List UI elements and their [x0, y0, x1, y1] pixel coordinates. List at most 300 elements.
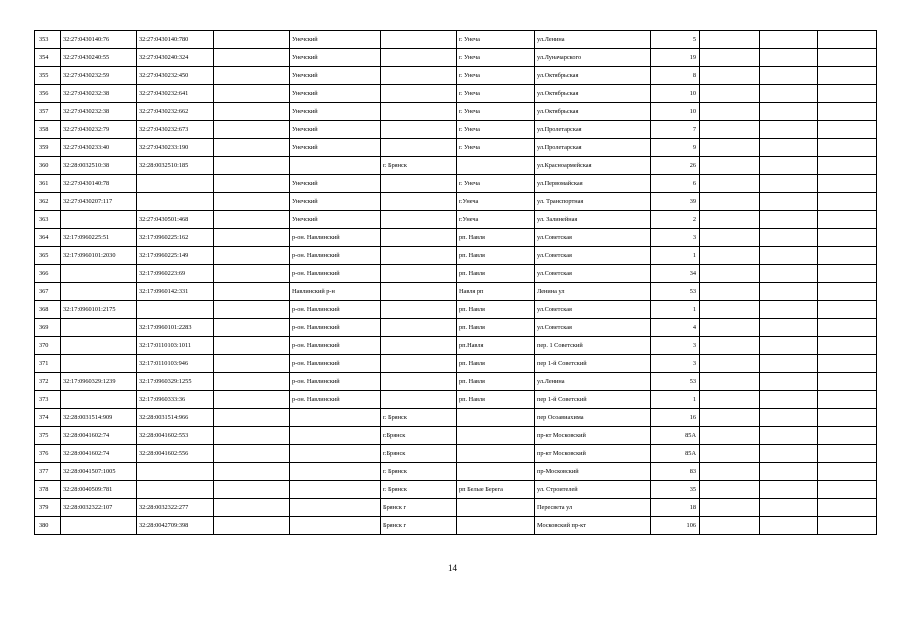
- house-number-cell: 18: [651, 499, 700, 517]
- house-number-cell: 3: [651, 337, 700, 355]
- row-number-cell: 370: [35, 337, 61, 355]
- cadastral-number-land-cell: 32:17:0960329:1239: [61, 373, 137, 391]
- extra-column-3-cell: [818, 427, 877, 445]
- street-cell: пер Осоавиахима: [535, 409, 651, 427]
- cadastral-number-building-cell: 32:27:0430232:450: [137, 67, 214, 85]
- blank-column-cell: [214, 121, 290, 139]
- cadastral-number-land-cell: [61, 391, 137, 409]
- cadastral-number-land-cell: 32:28:0041602:74: [61, 427, 137, 445]
- row-number-cell: 369: [35, 319, 61, 337]
- extra-column-2-cell: [760, 499, 818, 517]
- extra-column-3-cell: [818, 121, 877, 139]
- settlement-cell: г. Унеча: [457, 103, 535, 121]
- blank-column-cell: [214, 229, 290, 247]
- table-row: [35, 373, 877, 391]
- street-cell: ул.Первомайская: [535, 175, 651, 193]
- cadastral-number-building-cell: 32:28:0041602:553: [137, 427, 214, 445]
- blank-column-cell: [214, 247, 290, 265]
- house-number-cell: 5: [651, 31, 700, 49]
- cadastral-number-land-cell: 32:17:0960225:51: [61, 229, 137, 247]
- blank-column-cell: [214, 139, 290, 157]
- street-cell: ул.Ленина: [535, 373, 651, 391]
- extra-column-3-cell: [818, 211, 877, 229]
- city-cell: [381, 49, 457, 67]
- extra-column-1-cell: [700, 283, 760, 301]
- table-row: [35, 355, 877, 373]
- cadastral-number-land-cell: [61, 265, 137, 283]
- cadastral-number-building-cell: 32:27:0430232:641: [137, 85, 214, 103]
- extra-column-3-cell: [818, 139, 877, 157]
- cadastral-number-land-cell: 32:28:0040509:781: [61, 481, 137, 499]
- extra-column-3-cell: [818, 355, 877, 373]
- row-number-cell: 362: [35, 193, 61, 211]
- cadastral-number-land-cell: 32:17:0960101:2175: [61, 301, 137, 319]
- extra-column-2-cell: [760, 355, 818, 373]
- district-cell: [290, 157, 381, 175]
- row-number-cell: 365: [35, 247, 61, 265]
- row-number-cell: 379: [35, 499, 61, 517]
- cadastral-number-land-cell: [61, 355, 137, 373]
- district-cell: [290, 517, 381, 535]
- extra-column-3-cell: [818, 445, 877, 463]
- extra-column-3-cell: [818, 373, 877, 391]
- extra-column-2-cell: [760, 85, 818, 103]
- table-row: [35, 139, 877, 157]
- cadastral-number-building-cell: 32:27:0430233:190: [137, 139, 214, 157]
- settlement-cell: рп. Навля: [457, 301, 535, 319]
- house-number-cell: 1: [651, 301, 700, 319]
- city-cell: [381, 121, 457, 139]
- row-number-cell: 363: [35, 211, 61, 229]
- settlement-cell: рп. Навля: [457, 229, 535, 247]
- extra-column-3-cell: [818, 193, 877, 211]
- street-cell: ул. Залинейная: [535, 211, 651, 229]
- blank-column-cell: [214, 175, 290, 193]
- district-cell: р-он. Навлинский: [290, 337, 381, 355]
- extra-column-1-cell: [700, 193, 760, 211]
- cadastral-number-land-cell: 32:27:0430232:38: [61, 85, 137, 103]
- blank-column-cell: [214, 445, 290, 463]
- city-cell: [381, 211, 457, 229]
- house-number-cell: 34: [651, 265, 700, 283]
- blank-column-cell: [214, 517, 290, 535]
- blank-column-cell: [214, 193, 290, 211]
- cadastral-number-land-cell: 32:27:0430232:59: [61, 67, 137, 85]
- table-row: [35, 265, 877, 283]
- district-cell: [290, 499, 381, 517]
- extra-column-2-cell: [760, 391, 818, 409]
- city-cell: [381, 265, 457, 283]
- house-number-cell: 10: [651, 103, 700, 121]
- extra-column-3-cell: [818, 265, 877, 283]
- district-cell: Навлинский р-н: [290, 283, 381, 301]
- blank-column-cell: [214, 391, 290, 409]
- cadastral-number-land-cell: [61, 319, 137, 337]
- settlement-cell: [457, 409, 535, 427]
- district-cell: р-он. Навлинский: [290, 355, 381, 373]
- cadastral-number-building-cell: 32:28:0032510:185: [137, 157, 214, 175]
- table-row: [35, 283, 877, 301]
- street-cell: ул.Ленина: [535, 31, 651, 49]
- table-row: [35, 517, 877, 535]
- extra-column-2-cell: [760, 283, 818, 301]
- extra-column-2-cell: [760, 193, 818, 211]
- cadastral-number-building-cell: 32:28:0032322:277: [137, 499, 214, 517]
- table-row: [35, 229, 877, 247]
- house-number-cell: 7: [651, 121, 700, 139]
- house-number-cell: 9: [651, 139, 700, 157]
- extra-column-3-cell: [818, 67, 877, 85]
- row-number-cell: 359: [35, 139, 61, 157]
- extra-column-1-cell: [700, 337, 760, 355]
- cadastral-number-building-cell: [137, 193, 214, 211]
- street-cell: ул.Советская: [535, 247, 651, 265]
- extra-column-3-cell: [818, 229, 877, 247]
- house-number-cell: 53: [651, 373, 700, 391]
- city-cell: [381, 373, 457, 391]
- extra-column-2-cell: [760, 229, 818, 247]
- settlement-cell: рп Белые Берега: [457, 481, 535, 499]
- house-number-cell: 3: [651, 355, 700, 373]
- row-number-cell: 366: [35, 265, 61, 283]
- blank-column-cell: [214, 337, 290, 355]
- blank-column-cell: [214, 373, 290, 391]
- district-cell: Унечский: [290, 103, 381, 121]
- city-cell: [381, 247, 457, 265]
- row-number-cell: 371: [35, 355, 61, 373]
- extra-column-2-cell: [760, 175, 818, 193]
- cadastral-number-building-cell: 32:17:0960142:331: [137, 283, 214, 301]
- row-number-cell: 374: [35, 409, 61, 427]
- street-cell: ул.Советская: [535, 229, 651, 247]
- city-cell: [381, 67, 457, 85]
- street-cell: ул.Октябрьская: [535, 85, 651, 103]
- cadastral-number-building-cell: [137, 481, 214, 499]
- street-cell: пер. 1 Советский: [535, 337, 651, 355]
- blank-column-cell: [214, 427, 290, 445]
- house-number-cell: 1: [651, 391, 700, 409]
- extra-column-1-cell: [700, 211, 760, 229]
- street-cell: ул. Транспортная: [535, 193, 651, 211]
- cadastral-number-building-cell: [137, 463, 214, 481]
- city-cell: г. Брянск: [381, 409, 457, 427]
- extra-column-1-cell: [700, 409, 760, 427]
- settlement-cell: [457, 499, 535, 517]
- row-number-cell: 375: [35, 427, 61, 445]
- street-cell: ул.Луначарского: [535, 49, 651, 67]
- city-cell: [381, 301, 457, 319]
- settlement-cell: г. Унеча: [457, 31, 535, 49]
- settlement-cell: г.Унеча: [457, 211, 535, 229]
- settlement-cell: г. Унеча: [457, 175, 535, 193]
- row-number-cell: 354: [35, 49, 61, 67]
- city-cell: [381, 391, 457, 409]
- row-number-cell: 373: [35, 391, 61, 409]
- cadastral-number-land-cell: [61, 283, 137, 301]
- street-cell: Московский пр-кт: [535, 517, 651, 535]
- table-row: [35, 481, 877, 499]
- city-cell: г.Брянск: [381, 445, 457, 463]
- house-number-cell: 85А: [651, 445, 700, 463]
- district-cell: [290, 445, 381, 463]
- settlement-cell: рп. Навля: [457, 247, 535, 265]
- table-row: [35, 211, 877, 229]
- street-cell: ул.Пролетарская: [535, 139, 651, 157]
- table-row: [35, 157, 877, 175]
- district-cell: р-он. Навлинский: [290, 265, 381, 283]
- row-number-cell: 358: [35, 121, 61, 139]
- extra-column-3-cell: [818, 103, 877, 121]
- extra-column-2-cell: [760, 67, 818, 85]
- extra-column-2-cell: [760, 409, 818, 427]
- extra-column-1-cell: [700, 139, 760, 157]
- house-number-cell: 2: [651, 211, 700, 229]
- house-number-cell: 1: [651, 247, 700, 265]
- house-number-cell: 35: [651, 481, 700, 499]
- extra-column-2-cell: [760, 139, 818, 157]
- cadastral-number-building-cell: 32:17:0110103:946: [137, 355, 214, 373]
- extra-column-1-cell: [700, 247, 760, 265]
- cadastral-number-land-cell: 32:28:0032510:38: [61, 157, 137, 175]
- street-cell: ул.Советская: [535, 265, 651, 283]
- city-cell: [381, 283, 457, 301]
- house-number-cell: 83: [651, 463, 700, 481]
- cadastral-number-building-cell: 32:17:0110103:1011: [137, 337, 214, 355]
- extra-column-3-cell: [818, 499, 877, 517]
- settlement-cell: [457, 517, 535, 535]
- cadastral-number-land-cell: 32:17:0960101:2030: [61, 247, 137, 265]
- cadastral-number-building-cell: 32:27:0430501:468: [137, 211, 214, 229]
- extra-column-2-cell: [760, 319, 818, 337]
- extra-column-1-cell: [700, 499, 760, 517]
- city-cell: [381, 31, 457, 49]
- city-cell: Брянск г: [381, 499, 457, 517]
- blank-column-cell: [214, 319, 290, 337]
- city-cell: г. Брянск: [381, 463, 457, 481]
- city-cell: [381, 139, 457, 157]
- extra-column-2-cell: [760, 463, 818, 481]
- house-number-cell: 3: [651, 229, 700, 247]
- table-row: [35, 103, 877, 121]
- table-row: [35, 445, 877, 463]
- extra-column-1-cell: [700, 319, 760, 337]
- house-number-cell: 26: [651, 157, 700, 175]
- extra-column-1-cell: [700, 175, 760, 193]
- blank-column-cell: [214, 283, 290, 301]
- table-row: [35, 175, 877, 193]
- blank-column-cell: [214, 355, 290, 373]
- extra-column-1-cell: [700, 229, 760, 247]
- table-row: [35, 193, 877, 211]
- settlement-cell: рп.Навля: [457, 337, 535, 355]
- cadastral-number-land-cell: 32:28:0041602:74: [61, 445, 137, 463]
- blank-column-cell: [214, 301, 290, 319]
- extra-column-2-cell: [760, 337, 818, 355]
- street-cell: ул.Октябрьская: [535, 67, 651, 85]
- district-cell: Унечский: [290, 193, 381, 211]
- table-row: [35, 463, 877, 481]
- street-cell: Ленина ул: [535, 283, 651, 301]
- settlement-cell: рп. Навля: [457, 319, 535, 337]
- cadastral-number-land-cell: 32:27:0430140:78: [61, 175, 137, 193]
- street-cell: пер 1-й Советский: [535, 391, 651, 409]
- extra-column-3-cell: [818, 157, 877, 175]
- cadastral-number-building-cell: 32:17:0960101:2283: [137, 319, 214, 337]
- settlement-cell: рп. Навля: [457, 265, 535, 283]
- extra-column-1-cell: [700, 265, 760, 283]
- table-row: [35, 85, 877, 103]
- district-cell: р-он. Навлинский: [290, 319, 381, 337]
- city-cell: [381, 337, 457, 355]
- street-cell: пр-кт Московский: [535, 445, 651, 463]
- extra-column-3-cell: [818, 49, 877, 67]
- house-number-cell: 4: [651, 319, 700, 337]
- extra-column-2-cell: [760, 265, 818, 283]
- extra-column-2-cell: [760, 211, 818, 229]
- district-cell: р-он. Навлинский: [290, 373, 381, 391]
- cadastral-number-building-cell: 32:17:0960225:162: [137, 229, 214, 247]
- row-number-cell: 356: [35, 85, 61, 103]
- district-cell: Унечский: [290, 139, 381, 157]
- row-number-cell: 376: [35, 445, 61, 463]
- extra-column-1-cell: [700, 31, 760, 49]
- district-cell: Унечский: [290, 211, 381, 229]
- settlement-cell: г. Унеча: [457, 67, 535, 85]
- blank-column-cell: [214, 481, 290, 499]
- house-number-cell: 19: [651, 49, 700, 67]
- district-cell: Унечский: [290, 121, 381, 139]
- extra-column-2-cell: [760, 157, 818, 175]
- row-number-cell: 357: [35, 103, 61, 121]
- registry-table-body: [35, 31, 877, 535]
- extra-column-2-cell: [760, 517, 818, 535]
- city-cell: [381, 103, 457, 121]
- extra-column-3-cell: [818, 463, 877, 481]
- row-number-cell: 378: [35, 481, 61, 499]
- cadastral-number-land-cell: [61, 517, 137, 535]
- district-cell: р-он. Навлинский: [290, 301, 381, 319]
- blank-column-cell: [214, 463, 290, 481]
- extra-column-3-cell: [818, 319, 877, 337]
- row-number-cell: 367: [35, 283, 61, 301]
- city-cell: [381, 193, 457, 211]
- cadastral-number-building-cell: 32:27:0430140:780: [137, 31, 214, 49]
- cadastral-number-building-cell: 32:27:0430232:662: [137, 103, 214, 121]
- table-row: [35, 247, 877, 265]
- row-number-cell: 361: [35, 175, 61, 193]
- district-cell: Унечский: [290, 67, 381, 85]
- extra-column-1-cell: [700, 103, 760, 121]
- extra-column-1-cell: [700, 49, 760, 67]
- cadastral-number-building-cell: 32:28:0031514:966: [137, 409, 214, 427]
- row-number-cell: 368: [35, 301, 61, 319]
- cadastral-number-building-cell: [137, 175, 214, 193]
- house-number-cell: 16: [651, 409, 700, 427]
- district-cell: р-он. Навлинский: [290, 247, 381, 265]
- city-cell: [381, 85, 457, 103]
- extra-column-1-cell: [700, 67, 760, 85]
- extra-column-1-cell: [700, 157, 760, 175]
- cadastral-number-building-cell: 32:17:0960329:1255: [137, 373, 214, 391]
- house-number-cell: 10: [651, 85, 700, 103]
- table-row: [35, 319, 877, 337]
- table-row: [35, 409, 877, 427]
- blank-column-cell: [214, 85, 290, 103]
- district-cell: [290, 481, 381, 499]
- cadastral-number-land-cell: 32:27:0430232:38: [61, 103, 137, 121]
- street-cell: ул.Пролетарская: [535, 121, 651, 139]
- blank-column-cell: [214, 157, 290, 175]
- blank-column-cell: [214, 211, 290, 229]
- cadastral-number-building-cell: 32:17:0960333:36: [137, 391, 214, 409]
- table-row: [35, 49, 877, 67]
- cadastral-number-land-cell: 32:27:0430240:55: [61, 49, 137, 67]
- settlement-cell: [457, 427, 535, 445]
- settlement-cell: г. Унеча: [457, 85, 535, 103]
- city-cell: Брянск г: [381, 517, 457, 535]
- cadastral-number-building-cell: 32:28:0041602:556: [137, 445, 214, 463]
- extra-column-1-cell: [700, 445, 760, 463]
- district-cell: [290, 463, 381, 481]
- settlement-cell: г. Унеча: [457, 139, 535, 157]
- extra-column-3-cell: [818, 85, 877, 103]
- city-cell: г. Брянск: [381, 481, 457, 499]
- district-cell: Унечский: [290, 31, 381, 49]
- city-cell: [381, 175, 457, 193]
- cadastral-number-building-cell: 32:28:0042709:398: [137, 517, 214, 535]
- extra-column-1-cell: [700, 517, 760, 535]
- table-row: [35, 301, 877, 319]
- page-number: 14: [448, 563, 457, 573]
- extra-column-2-cell: [760, 373, 818, 391]
- street-cell: пр-кт Московский: [535, 427, 651, 445]
- settlement-cell: г.Унеча: [457, 193, 535, 211]
- cadastral-number-building-cell: 32:17:0960223:69: [137, 265, 214, 283]
- extra-column-3-cell: [818, 175, 877, 193]
- extra-column-1-cell: [700, 463, 760, 481]
- settlement-cell: рп. Навля: [457, 373, 535, 391]
- district-cell: р-он. Навлинский: [290, 391, 381, 409]
- cadastral-number-building-cell: 32:27:0430240:324: [137, 49, 214, 67]
- settlement-cell: [457, 157, 535, 175]
- cadastral-number-building-cell: 32:17:0960225:149: [137, 247, 214, 265]
- cadastral-number-building-cell: 32:27:0430232:673: [137, 121, 214, 139]
- extra-column-3-cell: [818, 283, 877, 301]
- blank-column-cell: [214, 103, 290, 121]
- row-number-cell: 377: [35, 463, 61, 481]
- district-cell: Унечский: [290, 175, 381, 193]
- extra-column-2-cell: [760, 103, 818, 121]
- row-number-cell: 380: [35, 517, 61, 535]
- registry-table: [34, 30, 877, 535]
- extra-column-2-cell: [760, 481, 818, 499]
- city-cell: г. Брянск: [381, 157, 457, 175]
- street-cell: пер 1-й Советский: [535, 355, 651, 373]
- row-number-cell: 353: [35, 31, 61, 49]
- row-number-cell: 372: [35, 373, 61, 391]
- street-cell: ул.Советская: [535, 319, 651, 337]
- blank-column-cell: [214, 49, 290, 67]
- cadastral-number-land-cell: 32:27:0430232:79: [61, 121, 137, 139]
- house-number-cell: 8: [651, 67, 700, 85]
- blank-column-cell: [214, 409, 290, 427]
- extra-column-3-cell: [818, 517, 877, 535]
- settlement-cell: рп. Навля: [457, 355, 535, 373]
- table-row: [35, 31, 877, 49]
- street-cell: Пересвета ул: [535, 499, 651, 517]
- extra-column-2-cell: [760, 121, 818, 139]
- extra-column-1-cell: [700, 391, 760, 409]
